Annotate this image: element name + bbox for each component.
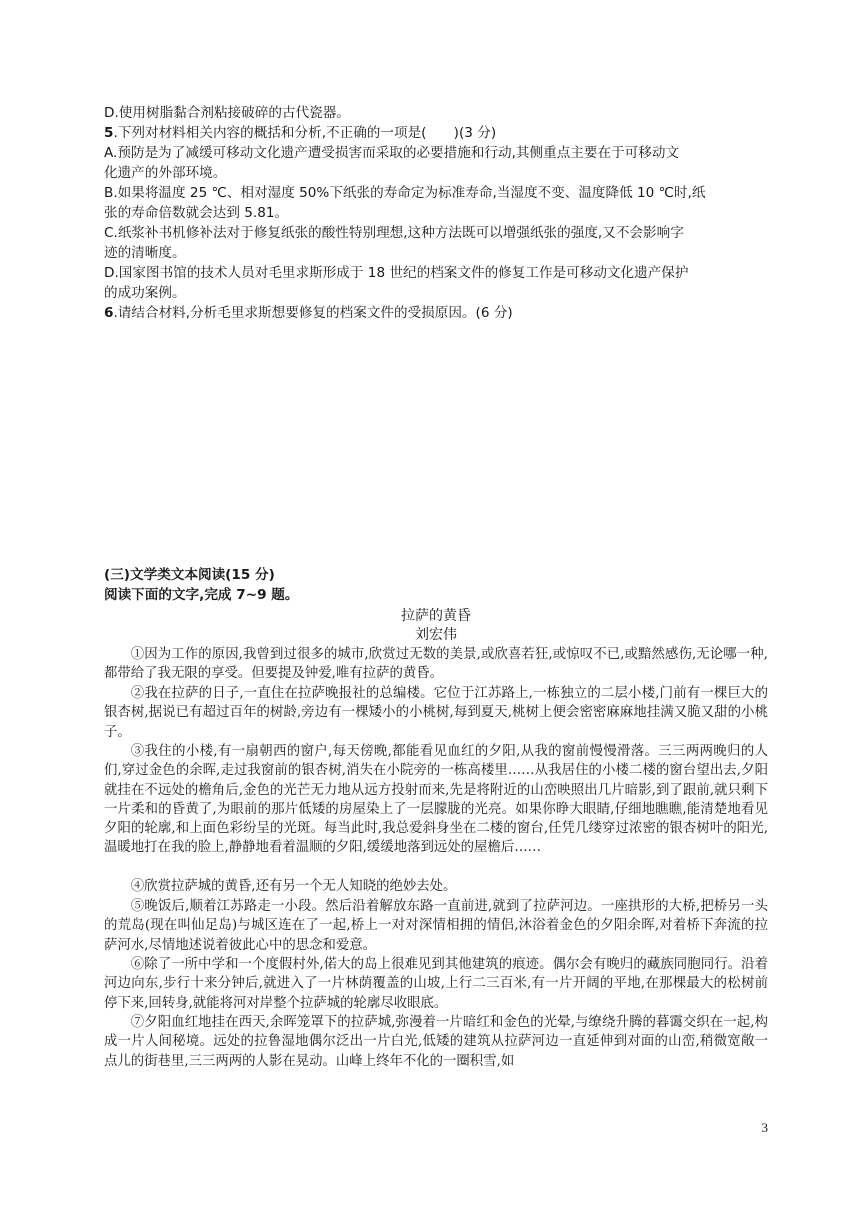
article-paragraph-4: ④欣赏拉萨城的黄昏,还有另一个无人知晓的绝妙去处。 [130, 879, 457, 894]
q5-option-d-line1: D.国家图书馆的技术人员对毛里求斯形成于 18 世纪的档案文件的修复工作是可移动文化遗产保护 [104, 265, 689, 281]
q4-option-d: D.使用树脂黏合剂粘接破碎的古代瓷器。 [104, 105, 350, 121]
q5-option-b-line2: 张的寿命倍数就会达到 5.81。 [104, 205, 289, 221]
question-5-number: 5 [104, 125, 114, 141]
article-paragraph-6: ⑥除了一所中学和一个度假村外,偌大的岛上很难见到其他建筑的痕迹。偶尔会有晚归的藏族同胞同行。沿着河边向东,步行十来分钟后,就进入了一片林荫覆盖的山坡,上行二三百米,有一片开阔的平地,在那棵最大的松树前停下来,回转身,就能将河对岸整个拉萨城的轮廓尽收眼底。 [104, 957, 768, 1011]
question-6-number: 6 [104, 305, 114, 321]
question-6-stem [104, 304, 764, 323]
q5-option-b-line1: B.如果将温度 25 ℃、相对湿度 50%下纸张的寿命定为标准寿命,当湿度不变、温度降低 10 ℃时,纸 [104, 185, 706, 201]
article-paragraph-2: ②我在拉萨的日子,一直住在拉萨晚报社的总编楼。它位于江苏路上,一栋独立的二层小楼,门前有一棵巨大的银杏树,据说已有超过百年的树龄,旁边有一棵矮小的小桃树,每到夏天,桃树上便会密密麻麻地挂满又脆又甜的小桃子。 [104, 686, 768, 740]
q5-option-d-line2: 的成功案例。 [104, 285, 186, 301]
q5-option-a-line1: A.预防是为了减缓可移动文化遗产遭受损害而采取的必要措施和行动,其侧重点主要在于可移动文 [104, 145, 680, 161]
article-paragraph-5: ⑤晚饭后,顺着江苏路走一小段。然后沿着解放东路一直前进,就到了拉萨河边。一座拱形的大桥,把桥另一头的荒岛(现在叫仙足岛)与城区连在了一起,桥上一对对深情相拥的情侣,沐浴着金色的夕阳余晖,对着桥下奔流的拉萨河水,尽情地述说着彼此心中的思念和爱意。 [104, 899, 768, 953]
page-number: 3 [761, 1120, 768, 1135]
question-6-text: .请结合材料,分析毛里求斯想要修复的档案文件的受损原因。(6 分) [113, 305, 513, 321]
article-paragraph-1: ①因为工作的原因,我曾到过很多的城市,欣赏过无数的美景,或欣喜若狂,或惊叹不已,或黯然感伤,无论哪一种,都带给了我无限的享受。但要提及钟爱,唯有拉萨的黄昏。 [104, 647, 768, 682]
section-instruction: 阅读下面的文字,完成 7~9 题。 [104, 587, 299, 603]
question-5-text: .下列对材料相关内容的概括和分析,不正确的一项是( )(3 分) [113, 125, 497, 141]
article-paragraph-3: ③我住的小楼,有一扇朝西的窗户,每天傍晚,都能看见血红的夕阳,从我的窗前慢慢滑落。三三两两晚归的人们,穿过金色的余晖,走过我窗前的银杏树,消失在小院旁的一栋高楼里……从我居住的小楼二楼的窗台望出去,夕阳就挂在不远处的檐角后,金色的光芒无力地从远方投射而来,先是将附近的山峦映照出几片暗影,到了跟前,就只剩下一片柔和的昏黄了,为眼前的那片低矮的房屋染上了一层朦胧的光亮。如果你睁大眼睛,仔细地瞧瞧,能清楚地看见夕阳的轮廓,和上面色彩纷呈的光斑。每当此时,我总爱斜身坐在二楼的窗台,任凭几缕穿过浓密的银杏树叶的阳光,温暖地打在我的脸上,静静地看着温顺的夕阳,缓缓地落到远处的屋檐后…… [104, 744, 768, 856]
question-5-stem [104, 124, 764, 143]
article-paragraph-7: ⑦夕阳血红地挂在西天,余晖笼罩下的拉萨城,弥漫着一片暗红和金色的光晕,与缭绕升腾的暮霭交织在一起,构成一片人间秘境。远处的拉鲁湿地偶尔泛出一片白光,低矮的建筑从拉萨河边一直延伸到对面的山峦,稍微宽敞一点儿的街巷里,三三两两的人影在晃动。山峰上终年不化的一圈积雪,如 [104, 1015, 768, 1069]
q5-option-c-line2: 迹的清晰度。 [104, 245, 186, 261]
q5-option-c-line1: C.纸浆补书机修补法对于修复纸张的酸性特别理想,这种方法既可以增强纸张的强度,又不会影响字 [104, 225, 684, 241]
article-title: 拉萨的黄昏 [401, 608, 471, 624]
q5-option-a-line2: 化遗产的外部环境。 [104, 165, 227, 181]
section-heading: (三)文学类文本阅读(15 分) [104, 567, 275, 583]
article-author: 刘宏伟 [415, 627, 457, 643]
